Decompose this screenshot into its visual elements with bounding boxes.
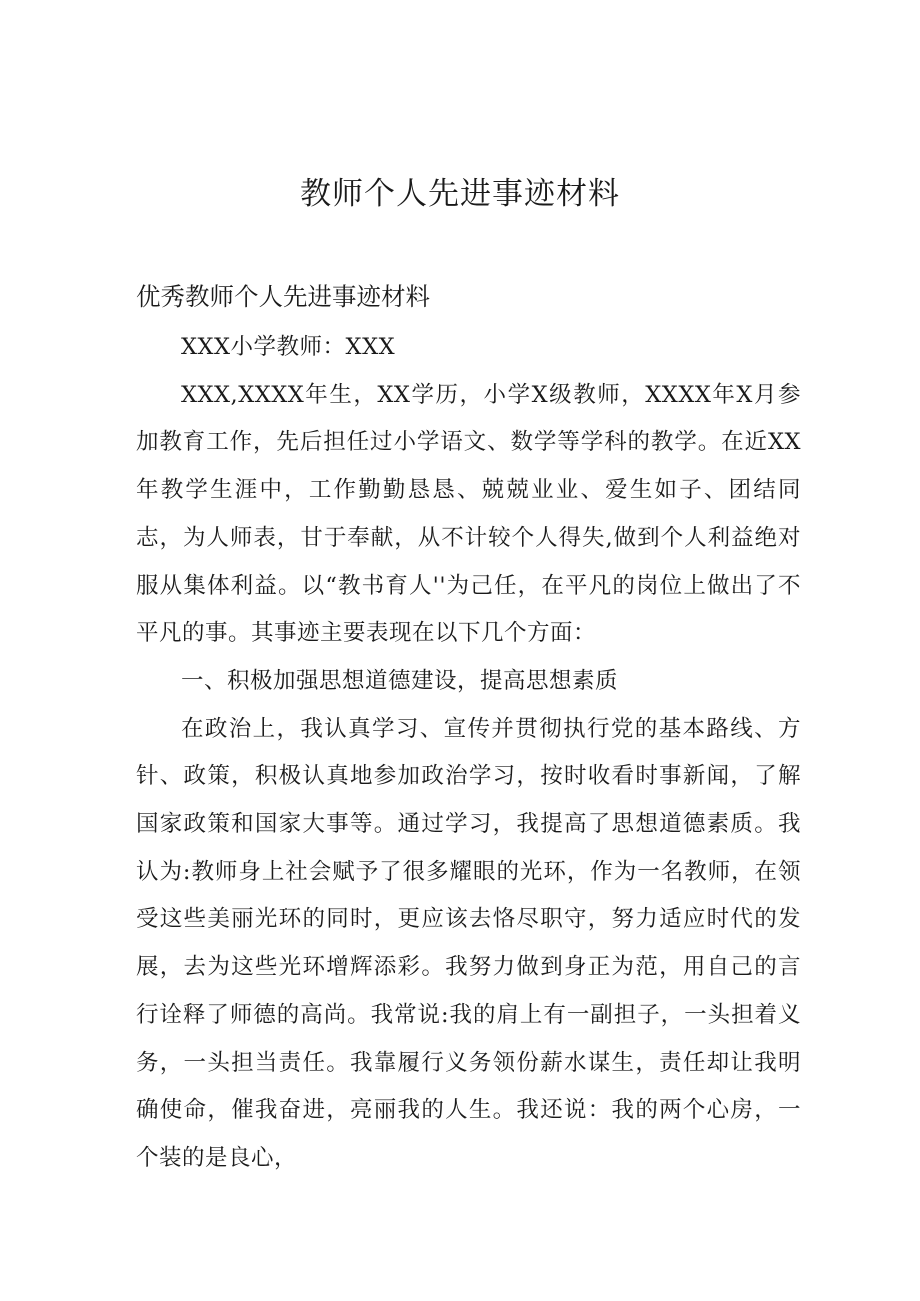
section-heading: 一、积极加强思想道德建设，提高思想素质 <box>181 667 619 694</box>
document-title: 教师个人先进事迹材料 <box>300 176 620 212</box>
author-line: XXX小学教师：XXX <box>181 334 396 360</box>
paragraph-politics: 在政治上，我认真学习、宣传并贯彻执行党的基本路线、方针、政策，积极认真地参加政治学习，按时收看时事新闻，了解国家政策和国家大事等。通过学习，我提高了思想道德素质。我认为:教师身上社会赋予了很多耀眼的光环，作为一名教师，在领受这些美丽光环的同时，更应该去恪尽职守，努力适应时代的发展，去为这些光环增辉添彩。我努力做到身正为范，用自己的言行诠释了师德的高尚。我常说:我的肩上有一副担子，一头担着义务，一头担当责任。我靠履行义务领份薪水谋生，责任却让我明确使命，催我奋进，亮丽我的人生。我还说：我的两个心房，一个装的是良心， <box>136 715 801 1171</box>
document-body <box>136 324 801 1183</box>
document-subtitle: 优秀教师个人先进事迹材料 <box>136 282 430 311</box>
paragraph-intro: XXX,XXXX年生，XX学历，小学X级教师，XXXX年X月参加教育工作，先后担任过小学语文、数学等学科的教学。在近XX年教学生涯中，工作勤勤恳恳、兢兢业业、爱生如子、团结同志，为人师表，甘于奉献，从不计较个人得失,做到个人利益绝对服从集体利益。以“教书育人''为己任，在平凡的岗位上做出了不平凡的事。其事迹主要表现在以下几个方面： <box>136 381 801 647</box>
